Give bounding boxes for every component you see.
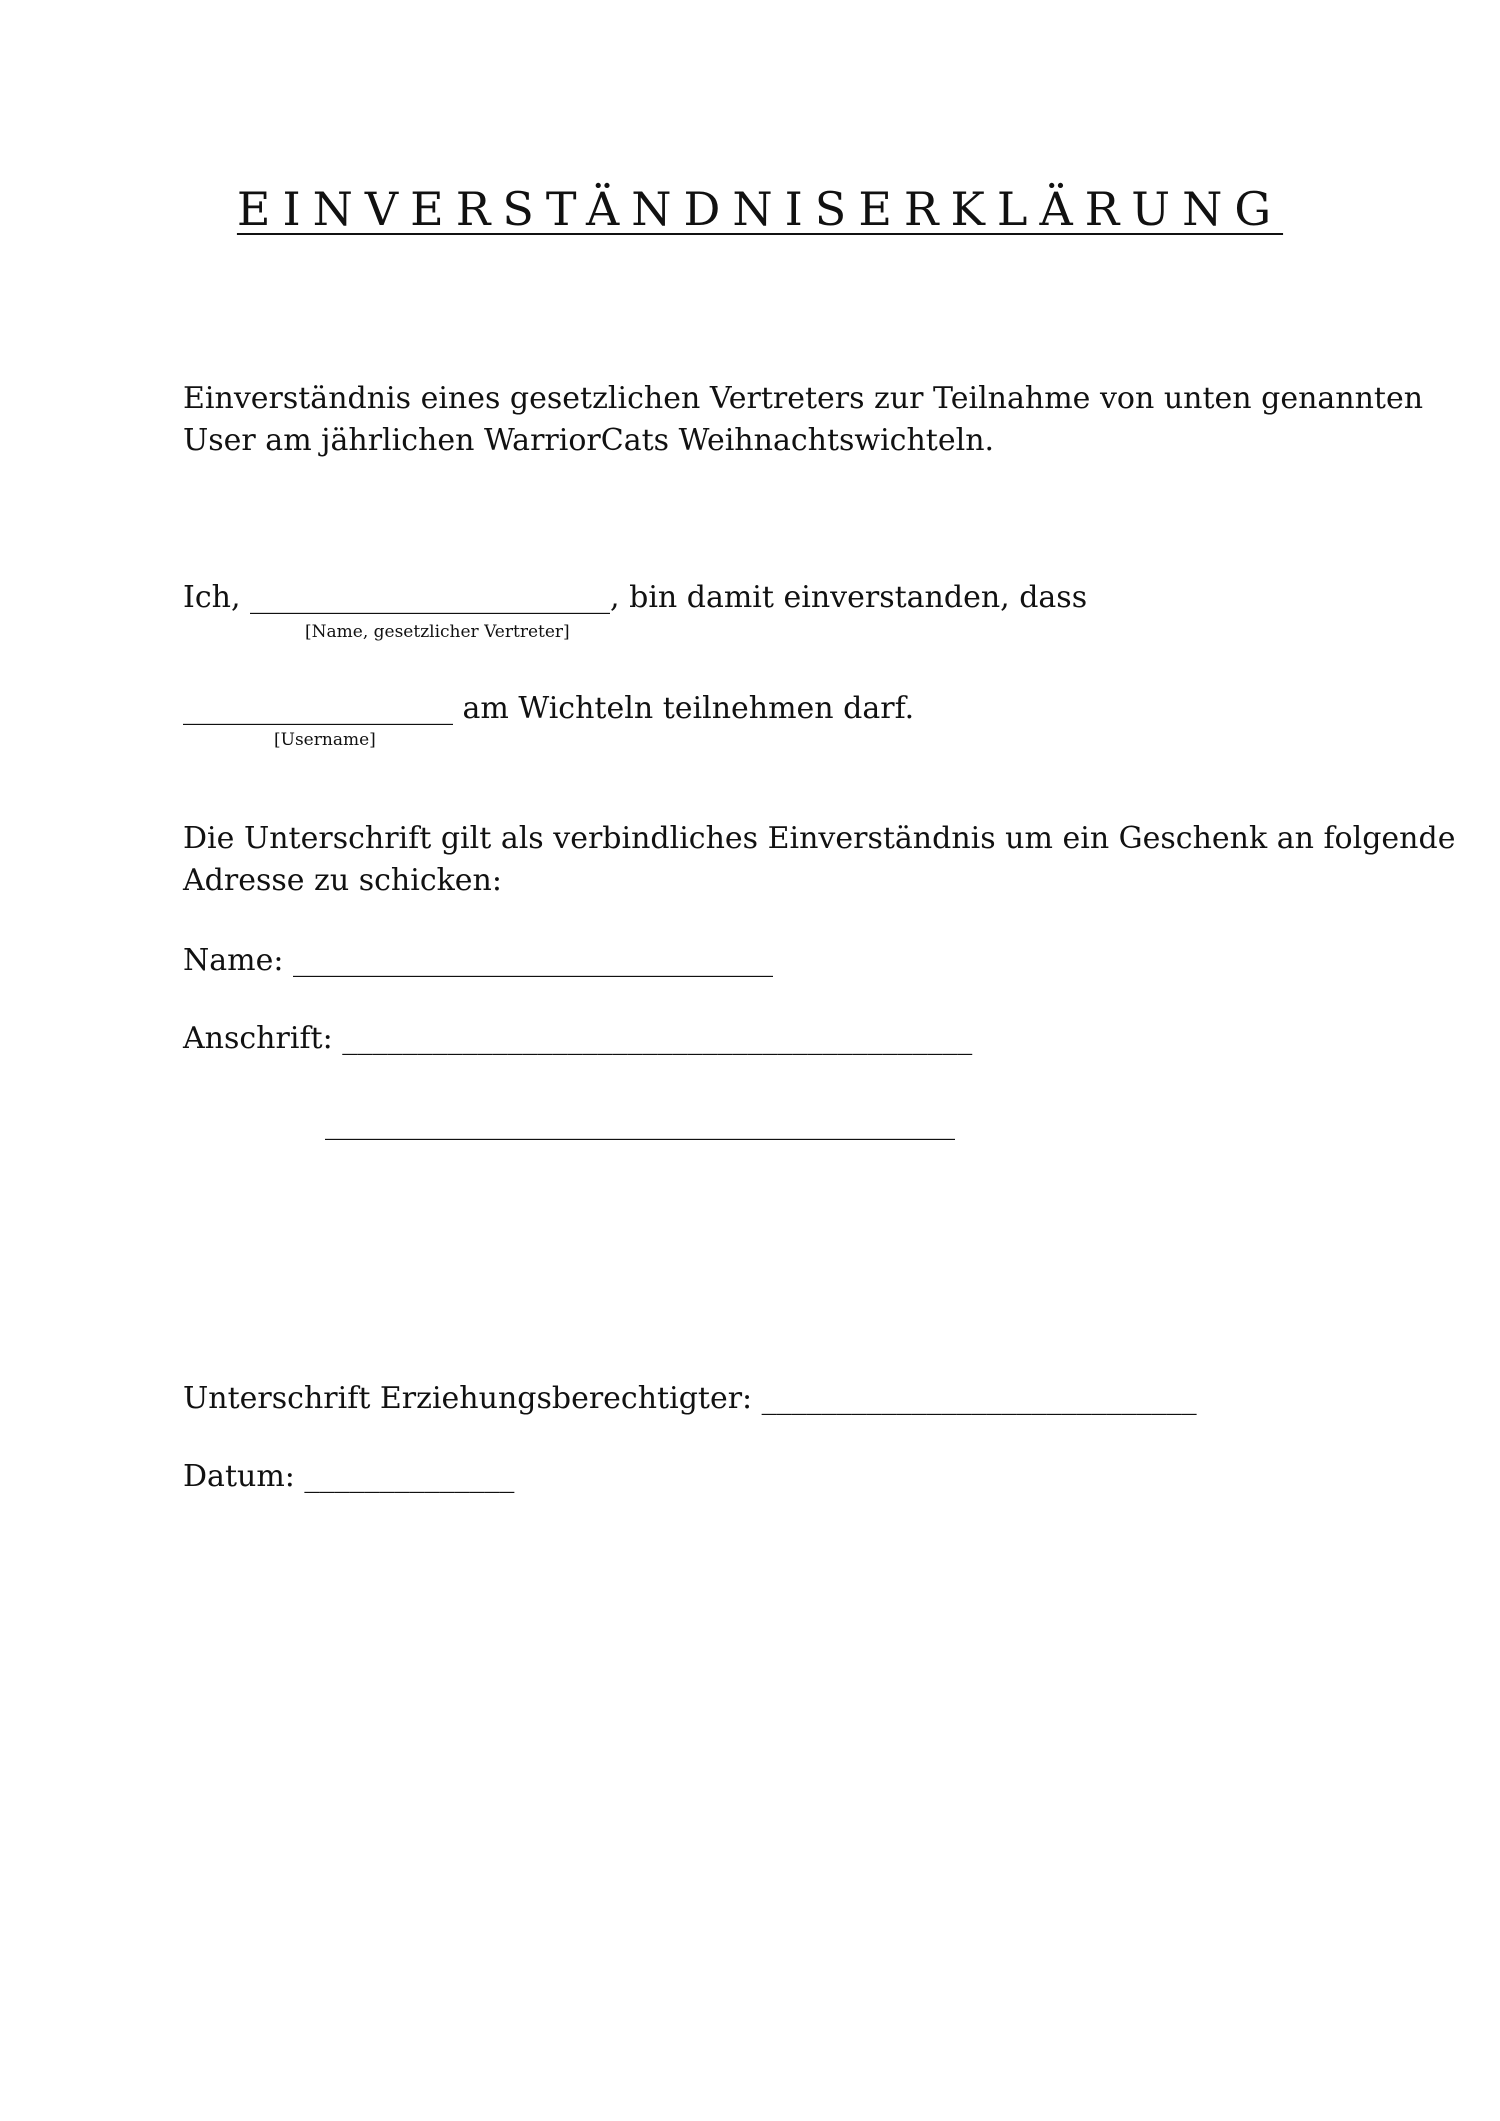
intro-text-line-1: Einverständnis eines gesetzlichen Vertreters zur Teilnahme von unten genannten	[183, 381, 1424, 416]
intro-text-line-2: User am jährlichen WarriorCats Weihnachtswichteln.	[183, 423, 995, 458]
date-field: Datum: ______________	[183, 1459, 515, 1494]
consent-line-guardian: Ich, ________________________, bin damit einverstanden, dass	[183, 580, 1088, 615]
signature-note-line-2: Adresse zu schicken:	[183, 863, 502, 898]
consent-line-username: __________________ am Wichteln teilnehmen darf.	[183, 691, 915, 726]
username-caption: [Username]	[274, 730, 376, 750]
guardian-signature-field: Unterschrift Erziehungsberechtigter: _____________________________	[183, 1381, 1197, 1416]
guardian-name-caption: [Name, gesetzlicher Vertreter]	[305, 622, 570, 642]
document-title: EINVERSTÄNDNISERKLÄRUNG	[236, 182, 1284, 236]
signature-note-line-1: Die Unterschrift gilt als verbindliches Einverständnis um ein Geschenk an folgende	[183, 821, 1456, 856]
address-field-line-2: __________________________________________	[325, 1106, 955, 1141]
recipient-name-field: Name: ________________________________	[183, 943, 773, 978]
address-field-line-1: Anschrift: __________________________________________	[183, 1021, 973, 1056]
